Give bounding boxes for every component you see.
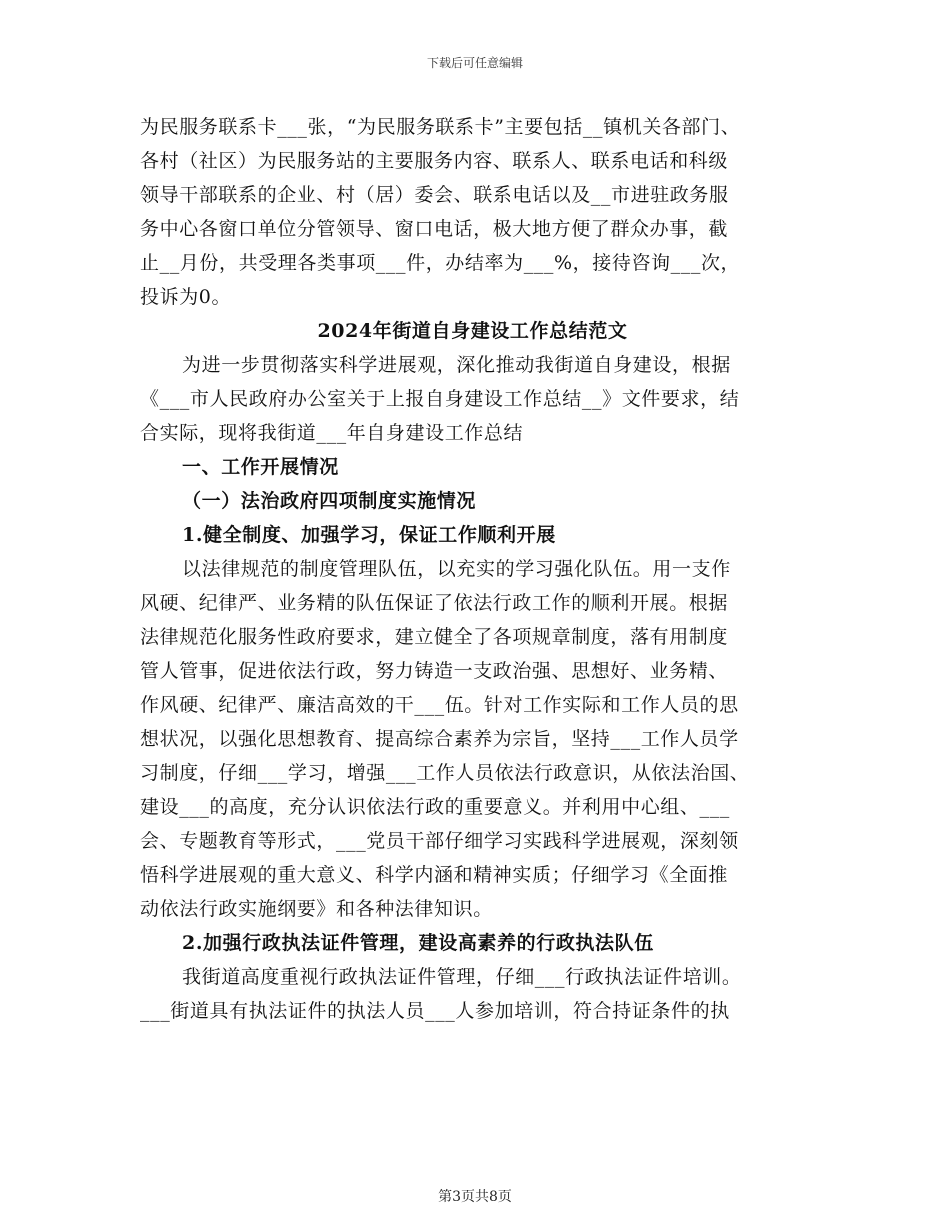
subsection-heading: （一）法治政府四项制度实施情况 xyxy=(182,490,477,512)
body-line: 务中心各窗口单位分管领导、窗口电话，极大地方便了群众办事，截 xyxy=(140,218,729,240)
body-line: 习制度，仔细___学习，增强___工作人员依法行政意识，从依法治国、 xyxy=(140,762,750,784)
body-line: 领导干部联系的企业、村（居）委会、联系电话以及__市进驻政务服 xyxy=(140,184,729,206)
body-line: 投诉为0。 xyxy=(140,286,232,308)
body-line: ___街道具有执法证件的执法人员___人参加培训，符合持证条件的执 xyxy=(140,1000,730,1022)
body-line: 各村（社区）为民服务站的主要服务内容、联系人、联系电话和科级 xyxy=(140,150,729,172)
body-line: 想状况，以强化思想教育、提高综合素养为宗旨，坚持___工作人员学 xyxy=(140,728,739,750)
body-line: 止__月份，共受理各类事项___件，办结率为___%，接待咨询___次， xyxy=(140,252,741,274)
body-line: 建设___的高度，充分认识依法行政的重要意义。并利用中心组、___ xyxy=(140,796,730,818)
body-line: 风硬、纪律严、业务精的队伍保证了依法行政工作的顺利开展。根据 xyxy=(140,592,729,614)
page-header-note: 下载后可任意编辑 xyxy=(426,56,523,70)
body-line: 管人管事，促进依法行政，努力铸造一支政治强、思想好、业务精、 xyxy=(140,660,729,682)
body-line: 作风硬、纪律严、廉洁高效的干___伍。针对工作实际和工作人员的思 xyxy=(140,694,739,716)
body-line: 为进一步贯彻落实科学进展观，深化推动我街道自身建设，根据 xyxy=(182,354,731,376)
page-number: 第3页共8页 xyxy=(438,1189,512,1205)
body-line: 我街道高度重视行政执法证件管理，仔细___行政执法证件培训。 xyxy=(182,966,742,988)
body-line: 悟科学进展观的重大意义、科学内涵和精神实质；仔细学习《全面推 xyxy=(140,864,729,886)
document-body xyxy=(140,110,805,1028)
section-heading: 一、工作开展情况 xyxy=(182,456,339,478)
item-heading: 1.健全制度、加强学习，保证工作顺利开展 xyxy=(182,524,556,546)
body-line: 法律规范化服务性政府要求，建立健全了各项规章制度，落有用制度 xyxy=(140,626,729,648)
body-line: 以法律规范的制度管理队伍，以充实的学习强化队伍。用一支作 xyxy=(182,558,731,580)
body-line: 《___市人民政府办公室关于上报自身建设工作总结__》文件要求，结 xyxy=(140,388,740,410)
body-line: 动依法行政实施纲要》和各种法律知识。 xyxy=(140,898,493,920)
body-line: 合实际，现将我街道___年自身建设工作总结 xyxy=(140,422,524,444)
body-line: 会、专题教育等形式，___党员干部仔细学习实践科学进展观，深刻领 xyxy=(140,830,739,852)
body-line: 为民服务联系卡___张，“为民服务联系卡”主要包括__镇机关各部门、 xyxy=(140,116,741,138)
document-title: 2024年街道自身建设工作总结范文 xyxy=(317,320,628,342)
item-heading: 2.加强行政执法证件管理，建设高素养的行政执法队伍 xyxy=(182,932,654,954)
